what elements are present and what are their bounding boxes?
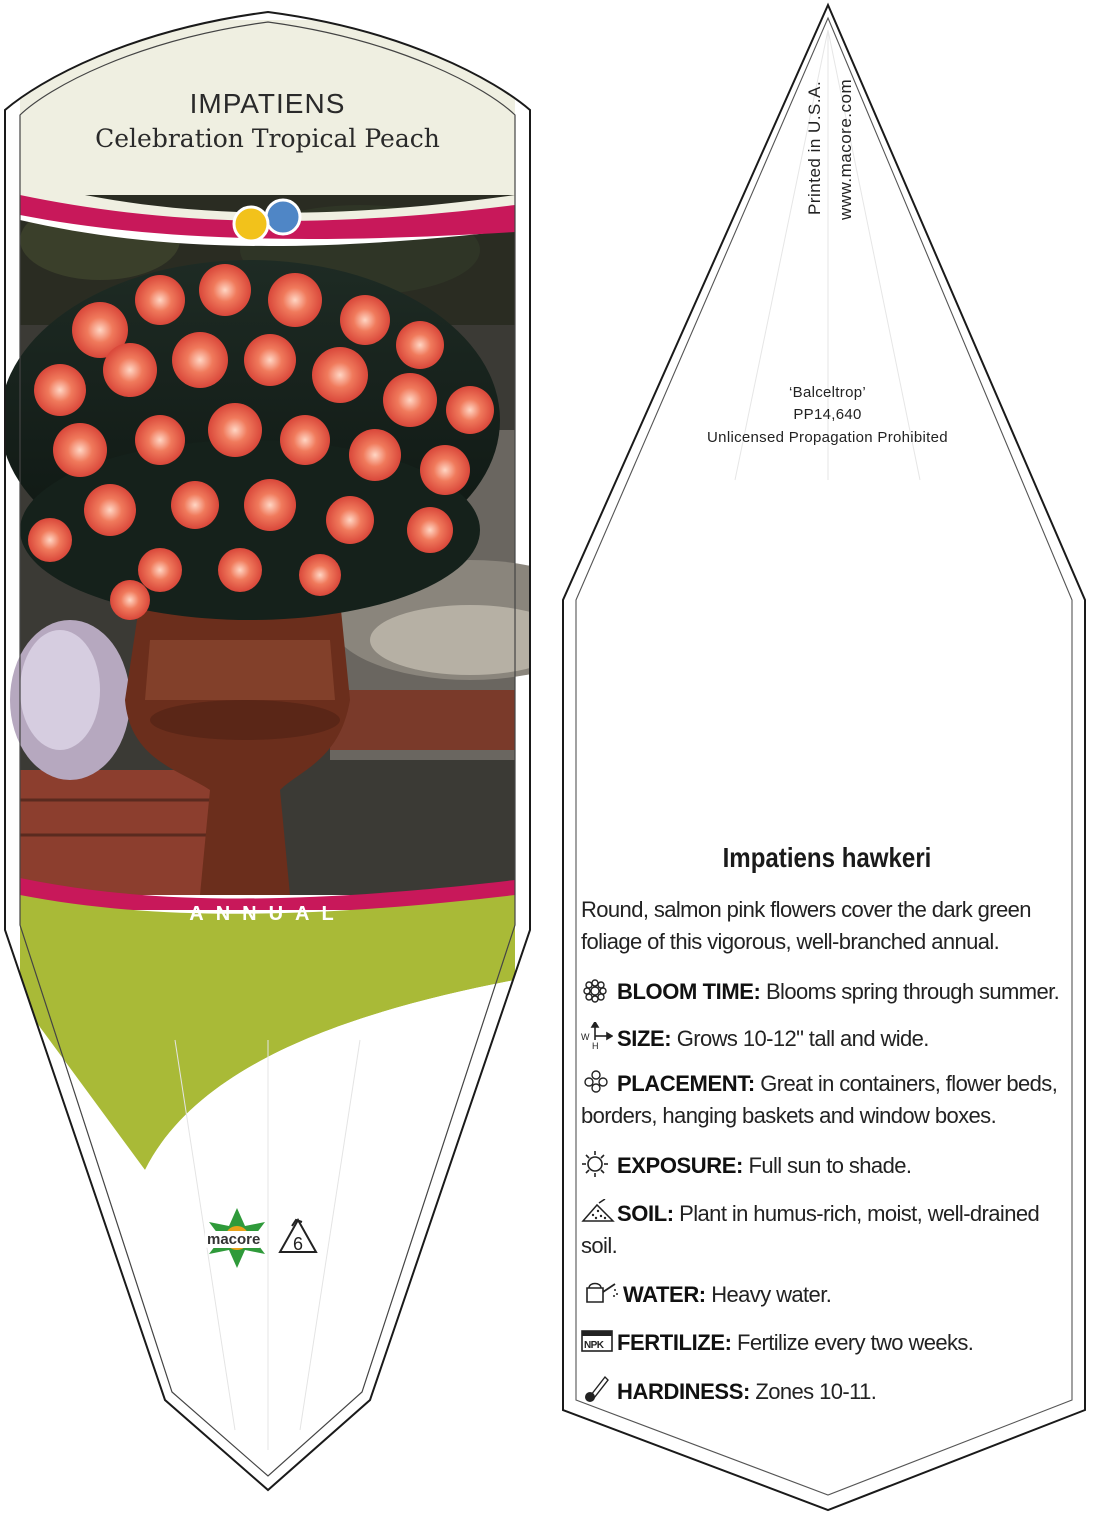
bloom-time-row: BLOOM TIME: Blooms spring through summer. [581,976,1071,1008]
water-row: WATER: Heavy water. [581,1279,1071,1311]
size-arrows-icon [581,1022,617,1050]
propagation-notice: Unlicensed Propagation Prohibited [707,429,948,446]
website: www.macore.com [836,78,855,220]
sun-icon [581,1151,617,1175]
size-row: W H SIZE: Grows 10-12" tall and wide. [581,1022,1071,1055]
plant-variety: Celebration Tropical Peach [95,124,440,153]
soil-row: SOIL: Plant in humus-rich, moist, well-drained soil. [581,1201,1040,1258]
flower-cluster-icon [581,1069,617,1093]
hardiness-row: HARDINESS: Zones 10-11. [581,1373,1071,1408]
plant-title: IMPATIENS [189,88,346,119]
header-band [20,20,515,220]
svg-text:NPK: NPK [584,1340,604,1351]
color-dot-blue [266,200,300,234]
thermometer-icon [581,1373,617,1397]
watering-can-icon [581,1280,623,1304]
recycle-code: 6 [292,1234,303,1254]
species-name: Impatiens hawkeri [722,842,932,873]
cultivar-name: ‘Balceltrop’ [789,384,866,401]
flower-icon [581,979,617,1003]
color-dot-yellow [234,207,268,241]
logo-text: macore [207,1231,261,1248]
soil-icon [581,1199,617,1223]
svg-text:H: H [592,1041,598,1050]
printed-in: Printed in U.S.A. [805,80,824,215]
plant-description: Round, salmon pink flowers cover the dark green foliage of this vigorous, well-branched annual. [581,897,1031,954]
exposure-row: EXPOSURE: Full sun to shade. [581,1150,1071,1182]
fertilize-row: NPK FERTILIZE: Fertilize every two weeks. [581,1327,1071,1359]
category-label: ANNUAL [189,903,346,925]
svg-text:W: W [581,1032,589,1042]
patent-number: PP14,640 [793,406,862,423]
placement-row: PLACEMENT: Great in containers, flower beds, borders, hanging baskets and window boxes. [581,1071,1058,1128]
npk-icon [581,1328,617,1352]
